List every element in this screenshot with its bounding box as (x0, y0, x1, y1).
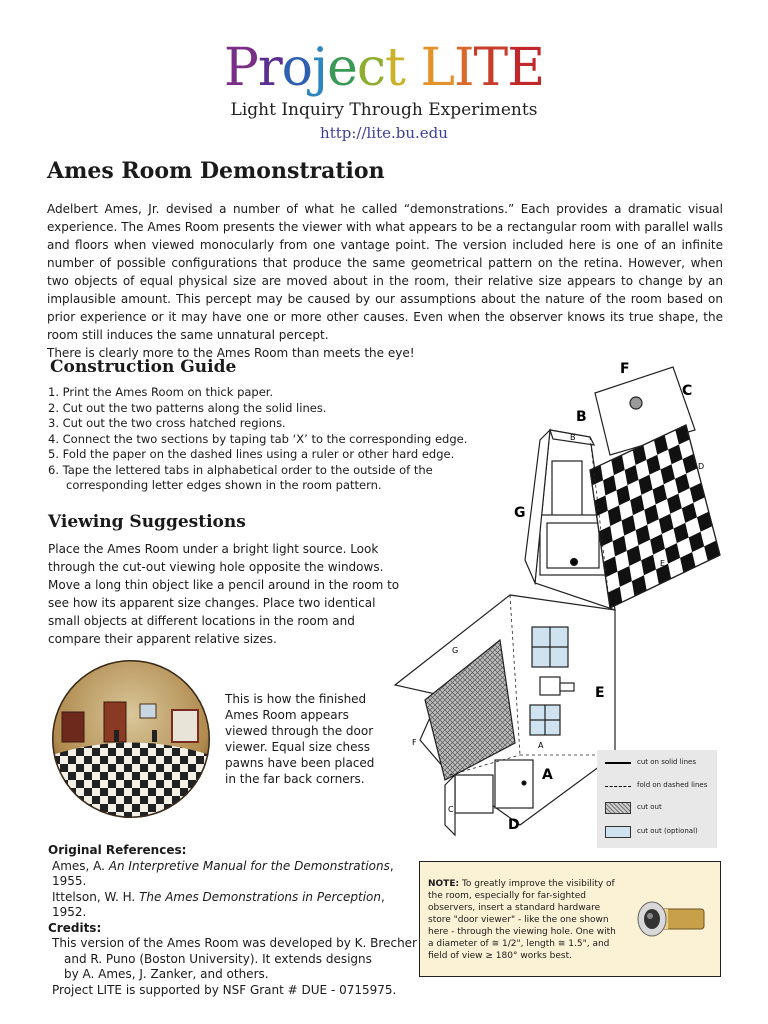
tab-c: C (448, 805, 454, 814)
step-item: 5. Fold the paper on the dashed lines using a ruler or other hard edge. (48, 447, 455, 461)
credits-line: and R. Puno (Boston University). It extends designs (64, 951, 372, 966)
viewing-heading: Viewing Suggestions (48, 512, 246, 532)
note-box (419, 861, 721, 977)
solid-line-swatch (605, 762, 631, 764)
fisheye-room-photo (52, 660, 210, 818)
logo-letter: j (311, 38, 328, 98)
legend-solid: cut on solid lines (637, 758, 696, 766)
viewing-paragraph: Place the Ames Room under a bright light source. Look through the cut-out viewing hole opposite the windows. Move a long thin object like a pencil around in the room to see how its apparent size changes. Place two identical small objects at different locations in the room and compare their apparent relative sizes. (48, 542, 400, 646)
tab-e: E (660, 559, 666, 568)
references-heading: Original References: (48, 843, 187, 857)
legend-optional: cut out (optional) (637, 827, 698, 835)
intro-paragraph: Adelbert Ames, Jr. devised a number of what he called “demonstrations.” Each provides a dramatic visual experience. The Ames Room presents the viewer with what appears to be a rectangular room with parallel walls and floors when viewed monocularly from one vantage point. The version included here is one of an infinite number of possible configurations that produce the same geometrical pattern on the retina. However, when two objects of equal physical size are moved about in the room, their relative size appears to change by an implausible amount. This percept may be caused by our assumptions about the nature of the room based on prior experience or it may have one or more other causes. Even when the observer knows its true shape, the room still induces the same unnatural percept. (47, 202, 723, 342)
tab-g: G (452, 646, 459, 655)
references-section (48, 843, 418, 998)
logo-letter: L (420, 38, 454, 98)
logo-letter: r (257, 38, 282, 98)
tagline: Light Inquiry Through Experiments (230, 100, 538, 120)
label-d: D (508, 817, 520, 833)
site-url-link[interactable]: http://lite.bu.edu (320, 124, 448, 142)
optional-swatch (605, 826, 631, 838)
label-b: B (576, 409, 587, 425)
logo-letter: e (327, 38, 357, 98)
logo-letter: E (507, 38, 545, 98)
diagram-legend (597, 750, 717, 848)
credits-line: This version of the Ames Room was developed by K. Brecher (52, 936, 417, 950)
intro-closing: There is clearly more to the Ames Room than meets the eye! (47, 346, 415, 360)
construction-heading: Construction Guide (50, 357, 237, 377)
photo-caption: This is how the finished Ames Room appears viewed through the door viewer. Equal size chess pawns have been placed in the far back corners. (225, 692, 375, 786)
logo-letter: P (223, 38, 258, 98)
reference-item: Ittelson, W. H. The Ames Demonstrations in Perception, 1952. (52, 889, 385, 919)
hatch-swatch (605, 802, 631, 814)
label-a: A (542, 767, 553, 783)
label-f: F (620, 361, 630, 377)
logo-letter: o (281, 38, 312, 98)
credits-heading: Credits: (48, 920, 102, 935)
label-g: G (514, 505, 526, 521)
legend-cutout: cut out (637, 803, 662, 811)
tab-f: F (412, 738, 417, 747)
step-item: 2. Cut out the two patterns along the solid lines. (48, 400, 327, 415)
logo-letter: I (453, 38, 474, 98)
label-c: C (682, 383, 693, 399)
logo-letter: T (473, 38, 508, 98)
step-item: 6. Tape the lettered tabs in alphabetical order to the outside of the corresponding letter edges shown in the room pattern. (48, 462, 433, 492)
tab-b: B (570, 433, 576, 442)
intro-section (47, 200, 723, 362)
step-item: 4. Connect the two sections by taping tab ‘X’ to the corresponding edge. (48, 431, 468, 446)
door-viewer-image (632, 884, 712, 954)
note-text (428, 878, 623, 962)
viewing-text (48, 540, 410, 648)
page-title: Ames Room Demonstration (47, 158, 385, 184)
legend-dashed: fold on dashed lines (637, 781, 708, 789)
tab-a: A (538, 741, 544, 750)
logo-letter (405, 38, 421, 98)
logo-letter: c (356, 38, 386, 98)
step-item: 1. Print the Ames Room on thick paper. (48, 385, 274, 399)
reference-item: Ames, A. An Interpretive Manual for the Demonstrations, 1955. (52, 858, 394, 888)
credits-line: Project LITE is supported by NSF Grant # DUE - 0715975. (52, 982, 397, 997)
note-label: NOTE: (428, 879, 460, 889)
note-body: To greatly improve the visibility of the room, especially for far-sighted observers, insert a standard hardware store "door viewer" - like the one shown here - through the viewing hole. One with a diameter of ≅ 1/2", length ≅ 1.5", and field of view ≥ 180° works best. (428, 879, 616, 961)
tab-d: D (698, 462, 705, 471)
logo-letter: t (385, 38, 405, 98)
label-e: E (595, 685, 605, 701)
credits-line: by A. Ames, J. Zanker, and others. (64, 967, 269, 981)
dashed-line-swatch (605, 786, 631, 787)
project-lite-logo (0, 38, 768, 98)
step-item: 3. Cut out the two cross hatched regions. (48, 416, 286, 430)
